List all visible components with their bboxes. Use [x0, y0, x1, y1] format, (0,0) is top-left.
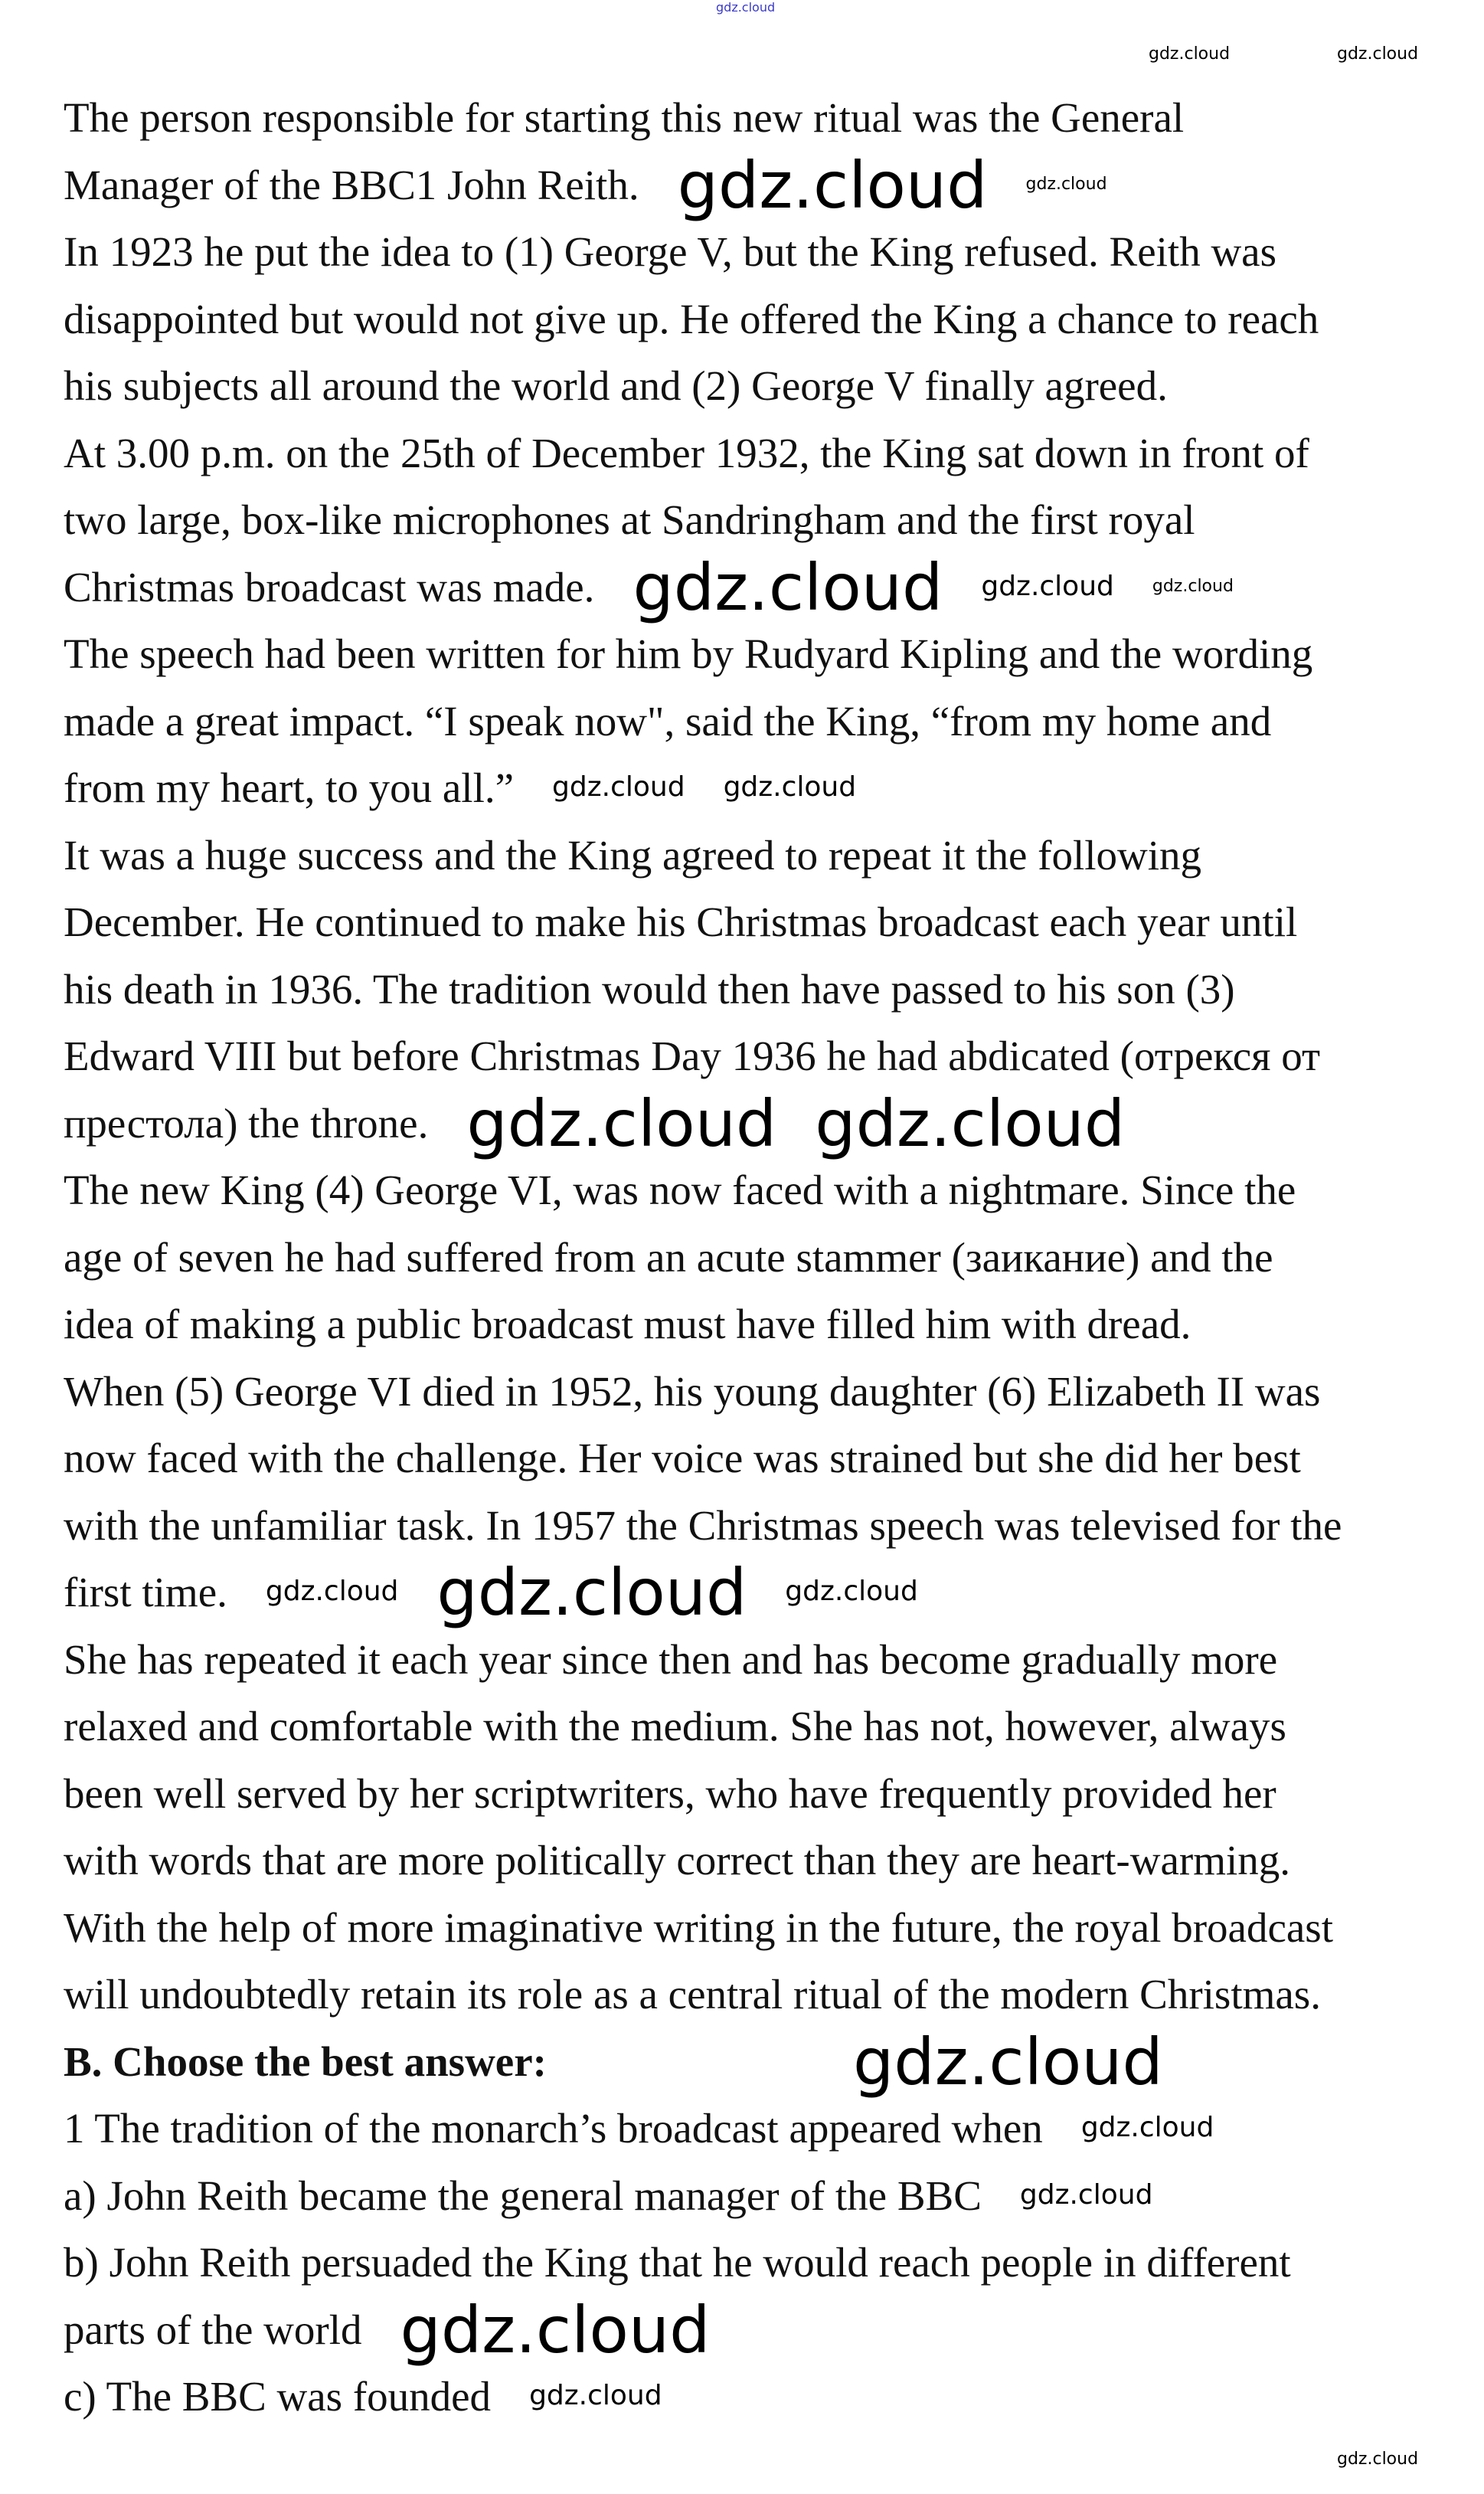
text-line-row — [64, 486, 1457, 554]
exercise-heading: B. Choose the best answer: — [64, 2037, 547, 2085]
answer-option-row — [64, 2229, 1457, 2296]
text-line-row — [64, 549, 1457, 625]
text-line-row — [64, 420, 1457, 487]
answer-option: a) John Reith became the general manager of the BBC — [64, 2172, 982, 2219]
watermark: gdz.cloud — [716, 0, 776, 15]
watermark: gdz.cloud — [1149, 44, 1231, 64]
answer-option-row — [64, 2292, 1457, 2368]
text-line: with the unfamiliar task. In 1957 the Christmas speech was televised for the — [64, 1501, 1342, 1549]
watermark: gdz.cloud — [552, 771, 685, 803]
text-line: престола) the throne. — [64, 1099, 429, 1147]
exercise-question: 1 The tradition of the monarch’s broadcast appeared when — [64, 2105, 1043, 2152]
watermark: gdz.cloud — [632, 549, 943, 625]
text-line: from my heart, to you all.” — [64, 764, 515, 811]
text-line: Manager of the BBC1 John Reith. — [64, 161, 639, 208]
text-line-row — [64, 1693, 1457, 1760]
text-line: his subjects all around the world and (2) George V finally agreed. — [64, 362, 1168, 409]
text-line: She has repeated it each year since then and has become gradually more — [64, 1635, 1278, 1683]
text-line: It was a huge success and the King agreed to repeat it the following — [64, 831, 1202, 879]
text-line-row — [64, 1760, 1457, 1828]
answer-option-row — [64, 2363, 1457, 2430]
text-line-row — [64, 956, 1457, 1023]
watermark: gdz.cloud — [466, 1085, 777, 1161]
text-line-row — [64, 147, 1457, 223]
text-line-row — [64, 822, 1457, 889]
watermark: gdz.cloud — [785, 1576, 918, 1607]
watermark: gdz.cloud — [1080, 2112, 1214, 2143]
text-line-row — [64, 286, 1457, 353]
text-line-row — [64, 1291, 1457, 1358]
text-line-row — [64, 889, 1457, 956]
text-line-row — [64, 1085, 1457, 1161]
text-line-row — [64, 1961, 1457, 2028]
text-line-row — [64, 1827, 1457, 1894]
text-line: age of seven he had suffered from an acute stammer (заикание) and the — [64, 1233, 1273, 1281]
text-line: now faced with the challenge. Her voice was strained but she did her best — [64, 1435, 1301, 1481]
answer-option: c) The BBC was founded — [64, 2373, 492, 2420]
text-line-row — [64, 1358, 1457, 1425]
watermark: gdz.cloud — [436, 1555, 747, 1630]
text-line: The new King (4) George VI, was now faced with a nightmare. Since the — [64, 1167, 1296, 1213]
text-line-row — [64, 352, 1457, 420]
text-line: disappointed but would not give up. He offered the King a chance to reach — [64, 295, 1319, 342]
answer-option: parts of the world — [64, 2306, 362, 2353]
text-line: made a great impact. “I speak now", said the King, “from my home and — [64, 697, 1272, 745]
watermark: gdz.cloud — [677, 147, 988, 223]
watermark: gdz.cloud — [852, 2024, 1163, 2100]
text-line: The person responsible for starting this new ritual was the General — [64, 94, 1185, 141]
answer-option-row — [64, 2162, 1457, 2230]
watermark: gdz.cloud — [1025, 174, 1107, 194]
text-line: relaxed and comfortable with the medium. She has not, however, always — [64, 1703, 1286, 1749]
watermark: gdz.cloud — [1152, 576, 1234, 596]
text-line-row — [64, 1894, 1457, 1962]
text-line: idea of making a public broadcast must have filled him with dread. — [64, 1301, 1191, 1347]
watermark: gdz.cloud — [400, 2292, 711, 2368]
document-body — [64, 84, 1457, 2430]
text-line-row — [64, 1023, 1457, 1090]
text-line-row — [64, 1626, 1457, 1694]
watermark: gdz.cloud — [1337, 44, 1419, 64]
text-line-row — [64, 1492, 1457, 1560]
text-line-row — [64, 1425, 1457, 1492]
text-line: At 3.00 p.m. on the 25th of December 1932, the King sat down in front of — [64, 429, 1309, 476]
watermark: gdz.cloud — [1337, 2450, 1419, 2469]
text-line: When (5) George VI died in 1952, his young daughter (6) Elizabeth II was — [64, 1367, 1321, 1415]
text-line: In 1923 he put the idea to (1) George V, but the King refused. Reith was — [64, 228, 1276, 275]
watermark: gdz.cloud — [1019, 2178, 1153, 2211]
watermark: gdz.cloud — [723, 771, 857, 803]
text-line: December. He continued to make his Christmas broadcast each year until — [64, 898, 1298, 945]
text-line: his death in 1936. The tradition would then have passed to his son (3) — [64, 965, 1235, 1013]
text-line-row — [64, 688, 1457, 755]
watermark: gdz.cloud — [265, 1576, 399, 1607]
text-line-row — [64, 754, 1457, 822]
text-line: with words that are more politically correct than they are heart-warming. — [64, 1837, 1291, 1884]
text-line: The speech had been written for him by Rudyard Kipling and the wording — [64, 630, 1313, 677]
text-line-row — [64, 1224, 1457, 1291]
text-line: With the help of more imaginative writing in the future, the royal broadcast — [64, 1903, 1333, 1951]
text-line: Christmas broadcast was made. — [64, 563, 595, 610]
watermark: gdz.cloud — [815, 1085, 1126, 1161]
text-line-row — [64, 1157, 1457, 1224]
text-line-row — [64, 84, 1457, 152]
text-line: two large, box-like microphones at Sandringham and the first royal — [64, 496, 1195, 543]
text-line-row — [64, 620, 1457, 688]
answer-option: b) John Reith persuaded the King that he would reach people in different — [64, 2239, 1291, 2286]
watermark: gdz.cloud — [529, 2380, 662, 2411]
watermark: gdz.cloud — [981, 570, 1114, 602]
text-line: first time. — [64, 1569, 227, 1615]
exercise-heading-row — [64, 2024, 1457, 2100]
text-line: Edward VIII but before Christmas Day 1936 he had abdicated (отрекся от — [64, 1033, 1321, 1079]
text-line: been well served by her scriptwriters, who have frequently provided her — [64, 1769, 1276, 1817]
text-line: will undoubtedly retain its role as a central ritual of the modern Christmas. — [64, 1971, 1321, 2018]
text-line-row — [64, 1555, 1457, 1630]
text-line-row — [64, 218, 1457, 286]
exercise-question-row — [64, 2095, 1457, 2162]
